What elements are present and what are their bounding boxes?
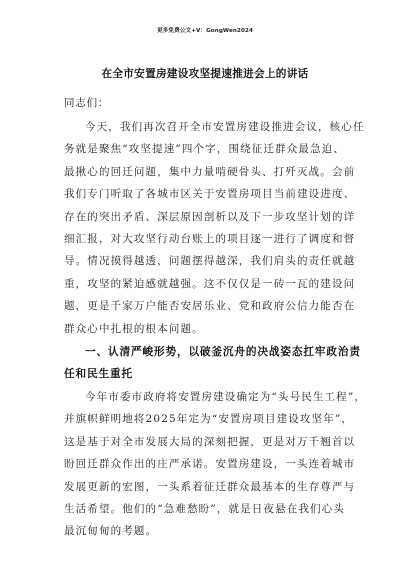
paragraph-line: 盼回迁群众作出的庄严承诺。安置房建设，一头连着城市 bbox=[64, 458, 356, 471]
header-promo-note: 更多免费公文+V：GongWen2024 bbox=[157, 28, 253, 34]
paragraph-section1 bbox=[64, 386, 366, 543]
paragraph-line: 最揪心的回迁问题，集中力量啃硬骨头、打歼灭战。会前 bbox=[64, 165, 356, 178]
paragraph-intro bbox=[64, 116, 365, 340]
paragraph-line: 导。情况摸得越透，问题摆得越深，我们肩头的责任就越 bbox=[64, 255, 356, 268]
salutation: 同志们： bbox=[64, 97, 110, 109]
paragraph-line: 我们专门听取了各城市区关于安置房项目当前建设进度、 bbox=[64, 188, 356, 201]
paragraph-line: 群众心中扎根的根本问题。 bbox=[64, 322, 204, 335]
paragraph-line: 务就是聚焦“攻坚提速”四个字，围绕征迁群众最急迫、 bbox=[64, 143, 345, 156]
paragraph-line: 今天，我们再次召开全市安置房建设推进会议，核心任 bbox=[85, 121, 365, 133]
paragraph-line: 细汇报，对大攻坚行动台账上的项目逐一进行了调度和督 bbox=[64, 233, 356, 246]
paragraph-line: 发展更新的宏图，一头系着征迁群众最基本的生存尊严与 bbox=[64, 480, 356, 493]
section-heading-1 bbox=[64, 341, 361, 386]
heading-line: 一、认清严峻形势，以破釜沉舟的决战姿态扛牢政治责 bbox=[85, 346, 361, 358]
paragraph-line: 存在的突出矛盾、深层原因剖析以及下一步攻坚计划的详 bbox=[64, 210, 356, 223]
paragraph-line: 最沉甸甸的考题。 bbox=[64, 525, 158, 538]
document-title: 在全市安置房建设攻坚提速推进会上的讲话 bbox=[101, 68, 309, 80]
paragraph-line: 题，更是千家万户能否安居乐业、党和政府公信力能否在 bbox=[64, 300, 356, 313]
paragraph-line: 并旗帜鲜明地将2025年定为“安置房项目建设攻坚年”， bbox=[64, 413, 354, 426]
paragraph-line: 生活希望。他们的“急难愁盼”，就是日夜悬在我们心头 bbox=[64, 503, 345, 516]
paragraph-line: 这是基于对全市发展大局的深刻把握，更是对万千翘首以 bbox=[64, 435, 356, 448]
heading-line: 任和民生重托 bbox=[64, 368, 133, 381]
paragraph-line: 重，攻坚的紧迫感就越强。这不仅仅是一砖一瓦的建设问 bbox=[64, 277, 356, 290]
paragraph-line: 今年市委市政府将安置房建设确定为“头号民生工程”， bbox=[85, 391, 366, 403]
